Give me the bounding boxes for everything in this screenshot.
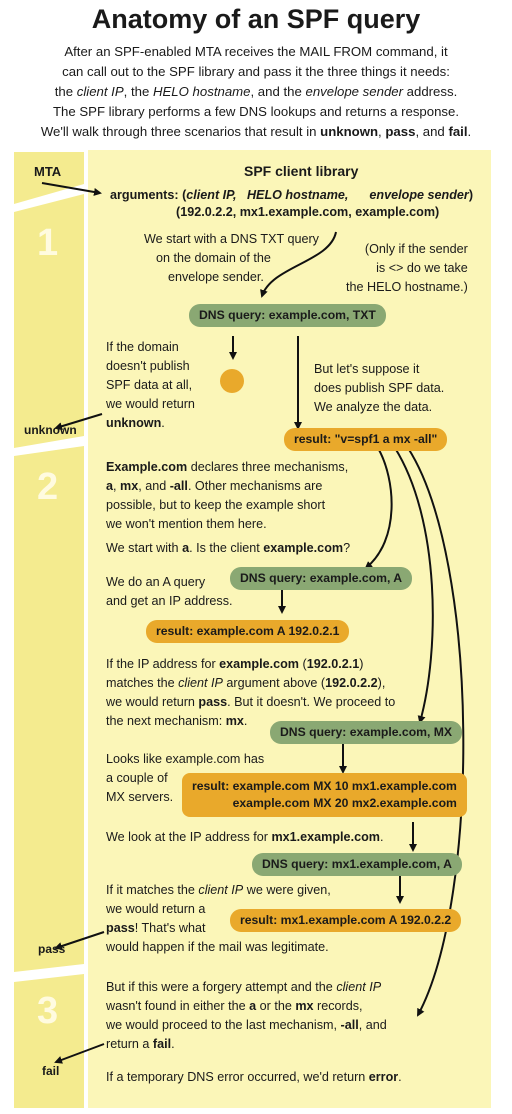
start-a-text: We start with a. Is the client example.com? [106,541,351,555]
a-query-text: We do an A query and get an IP address. [106,575,233,608]
unknown-outcome: unknown [24,423,77,437]
argument-values: (192.0.2.2, mx1.example.com, example.com) [176,205,440,219]
step-1-number: 1 [37,222,59,264]
dns-query-mx1: DNS query: mx1.example.com, A [252,853,462,876]
spf-published-text: But let's suppose it does publish SPF data. We analyze the data. [314,362,445,414]
error-text: If a temporary DNS error occurred, we'd return error. [106,1070,402,1084]
mx-result: result: example.com MX 10 mx1.example.com example.com MX 20 mx2.example.com [182,773,467,817]
a-result: result: example.com A 192.0.2.1 [146,620,349,643]
mx-servers-text: Looks like example.com has a couple of MX servers. [106,752,265,804]
intro-line: After an SPF-enabled MTA receives the MAIL FROM command, it [64,44,448,59]
dns-query-txt: DNS query: example.com, TXT [189,304,386,327]
fail-outcome: fail [42,1064,60,1078]
pass-outcome: pass [38,942,66,956]
page-title: Anatomy of an SPF query [91,4,421,34]
step-3-number: 3 [37,990,59,1032]
look-mx1-text: We look at the IP address for mx1.example.com. [106,830,384,844]
dns-query-a: DNS query: example.com, A [230,567,412,590]
intro-line: the client IP, the HELO hostname, and the envelope sender address. [54,84,458,99]
intro-line: We'll walk through three scenarios that result in unknown, pass, and fail. [40,124,472,139]
ip-compare-text: If the IP address for example.com (192.0.2.1) matches the client IP argument above (192.0.2.2), we would return pass. But it doesn't. We proceed to the next mechanism: mx. [106,657,396,728]
intro-text [14,42,498,142]
section-2-band [14,446,84,972]
no-spf-text: If the domain doesn't publish SPF data at all, we would return unknown. [106,340,195,430]
pass-text: If it matches the client IP we were given, we would return a pass! That's what would happen if the mail was legitimate. [106,883,331,954]
mechanisms-text: Example.com declares three mechanisms, a, mx, and -all. Other mechanisms are possible, but to keep the example short we won't mention them here. [106,460,349,531]
txt-result: result: "v=spf1 a mx -all" [284,428,447,451]
dns-query-mx: DNS query: example.com, MX [270,721,462,744]
txt-query-intro: We start with a DNS TXT query on the domain of the envelope sender. [144,232,319,284]
arguments-line: arguments: (client IP, HELO hostname, envelope sender) [110,188,474,202]
mx1-a-result: result: mx1.example.com A 192.0.2.2 [230,909,461,932]
intro-line: can call out to the SPF library and pass it the three things it needs: [62,64,450,79]
intro-line: The SPF library performs a few DNS lookups and returns a response. [52,104,460,119]
library-title: SPF client library [244,163,359,179]
no-data-dot [220,369,244,393]
fail-text: But if this were a forgery attempt and the client IP wasn't found in either the a or the mx records, we would proceed to the last mechanism, -all, and return a fail. [106,980,387,1051]
mta-label: MTA [34,164,62,179]
step-2-number: 2 [37,466,59,508]
helo-note: (Only if the sender is <> do we take the HELO hostname.) [346,242,468,294]
